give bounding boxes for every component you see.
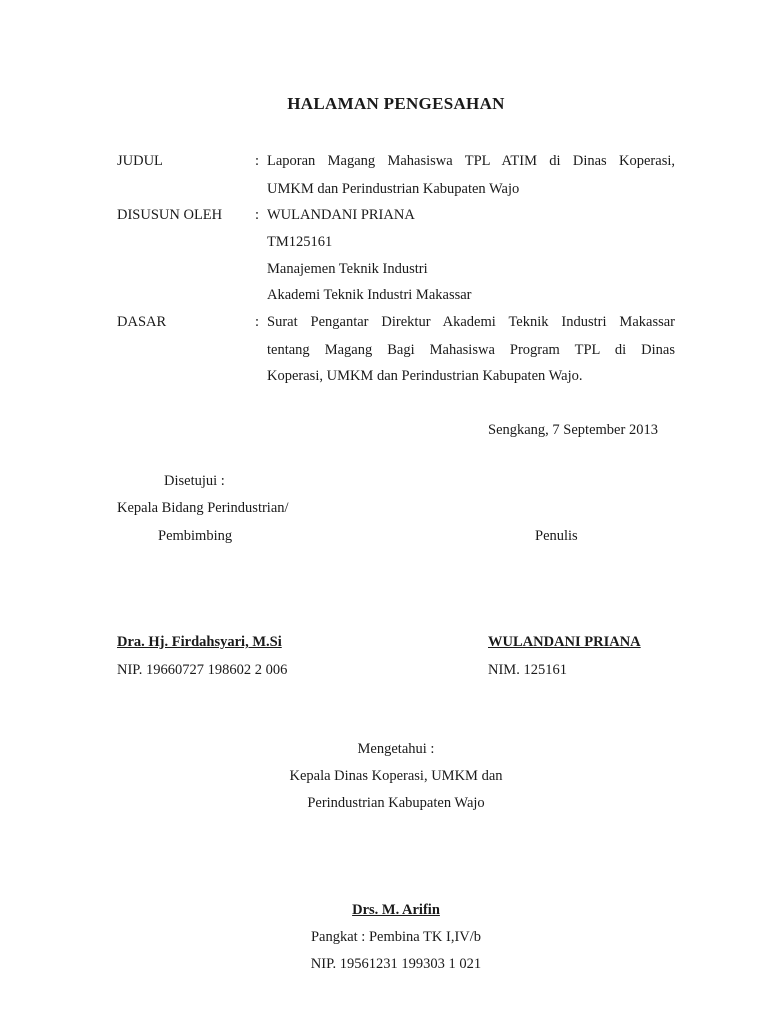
supervisor-nip: NIP. 19660727 198602 2 006 (117, 662, 288, 678)
supervisor-position: Kepala Bidang Perindustrian/ (117, 500, 289, 516)
dasar-line-1: Surat Pengantar Direktur Akademi Teknik Industri Makassar (267, 314, 675, 330)
head-name: Drs. M. Arifin (352, 902, 440, 918)
mengetahui-label: Mengetahui : (357, 741, 435, 757)
head-position-line-1: Kepala Dinas Koperasi, UMKM dan (289, 768, 503, 784)
author-nim: TM125161 (267, 234, 333, 250)
judul-line-1: Laporan Magang Mahasiswa TPL ATIM di Dinas Koperasi, (267, 153, 675, 169)
disusun-colon: : (255, 207, 260, 223)
disetujui-label: Disetujui : (164, 473, 225, 489)
writer-nim: NIM. 125161 (488, 662, 567, 678)
judul-label: JUDUL (117, 153, 163, 169)
judul-colon: : (255, 153, 260, 169)
dasar-line-2: tentang Magang Bagi Mahasiswa Program TPL di Dinas (267, 342, 675, 358)
writer-role: Penulis (535, 528, 578, 544)
dasar-label: DASAR (117, 314, 167, 330)
dasar-line-3: Koperasi, UMKM dan Perindustrian Kabupaten Wajo. (267, 368, 583, 384)
disusun-label: DISUSUN OLEH (117, 207, 223, 223)
supervisor-role: Pembimbing (158, 528, 233, 544)
supervisor-name: Dra. Hj. Firdahsyari, M.Si (117, 634, 282, 650)
head-rank: Pangkat : Pembina TK I,IV/b (310, 929, 482, 945)
place-date: Sengkang, 7 September 2013 (488, 422, 658, 438)
author-campus: Akademi Teknik Industri Makassar (267, 287, 472, 303)
author-name: WULANDANI PRIANA (267, 207, 415, 223)
dasar-colon: : (255, 314, 260, 330)
head-nip: NIP. 19561231 199303 1 021 (310, 956, 482, 972)
page-title: HALAMAN PENGESAHAN (287, 94, 505, 113)
writer-name: WULANDANI PRIANA (488, 634, 641, 650)
judul-line-2: UMKM dan Perindustrian Kabupaten Wajo (267, 181, 520, 197)
author-major: Manajemen Teknik Industri (267, 261, 428, 277)
head-position-line-2: Perindustrian Kabupaten Wajo (307, 795, 485, 811)
